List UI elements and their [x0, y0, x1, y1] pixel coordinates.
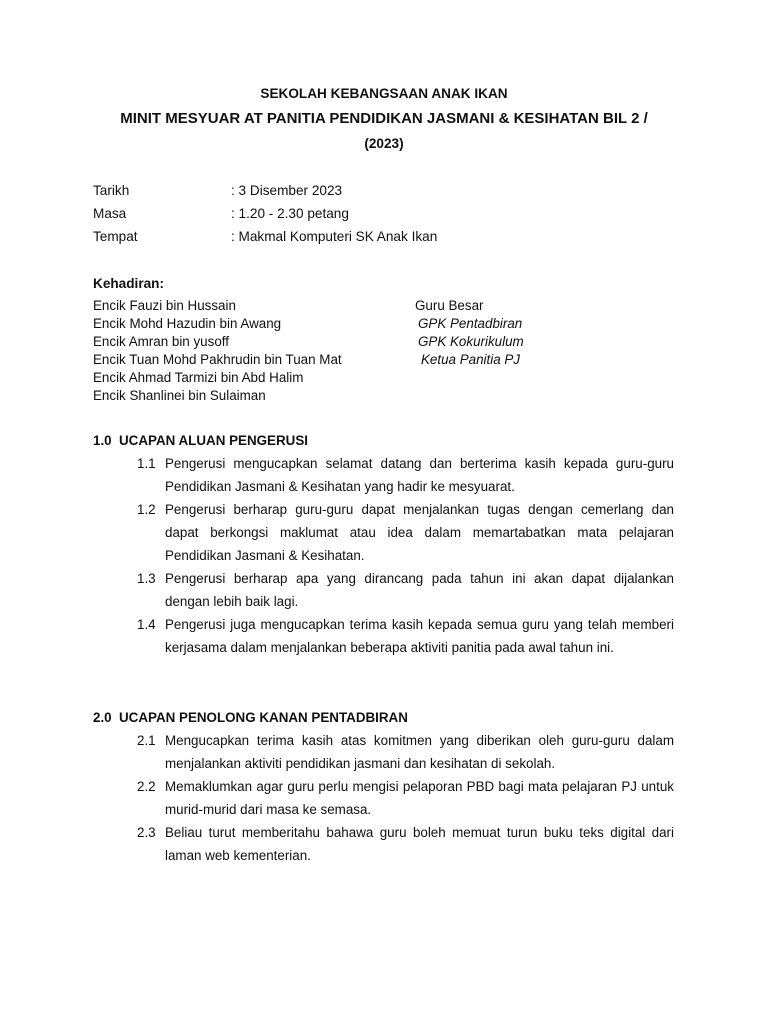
document-year: (2023) — [364, 136, 404, 151]
attendee-name: Encik Amran bin yusoff — [93, 334, 229, 349]
item-text: Pengerusi berharap apa yang dirancang pada tahun ini akan dapat dijalankan dengan lebih baik lagi. — [165, 571, 674, 610]
item-number: 2.1 — [137, 733, 156, 748]
item-text: Pengerusi juga mengucapkan terima kasih kepada semua guru yang telah memberi kerjasama dalam menjalankan beberapa aktiviti panitia pada awal tahun ini. — [165, 617, 674, 656]
section-title: UCAPAN ALUAN PENGERUSI — [119, 433, 308, 448]
info-label-venue: Tempat — [93, 229, 138, 244]
info-value-date: : 3 Disember 2023 — [231, 183, 343, 198]
info-value-venue: : Makmal Komputeri SK Anak Ikan — [231, 229, 438, 244]
minute-item — [137, 775, 674, 821]
attendee-role: Guru Besar — [415, 298, 484, 313]
item-text: Pengerusi mengucapkan selamat datang dan berterima kasih kepada guru-guru Pendidikan Jasmani & Kesihatan yang hadir ke mesyuarat. — [165, 456, 674, 495]
section-heading — [93, 710, 408, 725]
item-text: Beliau turut memberitahu bahawa guru boleh memuat turun buku teks digital dari laman web kementerian. — [165, 825, 674, 864]
attendee-name: Encik Ahmad Tarmizi bin Abd Halim — [93, 370, 304, 385]
attendee-role: GPK Kokurikulum — [418, 334, 524, 349]
info-label-time: Masa — [93, 206, 127, 221]
item-number: 1.3 — [137, 571, 156, 586]
minute-item — [137, 498, 674, 568]
item-number: 2.3 — [137, 825, 156, 840]
minute-item — [137, 567, 674, 613]
attendee-role: Ketua Panitia PJ — [421, 352, 521, 367]
school-name: SEKOLAH KEBANGSAAN ANAK IKAN — [260, 86, 508, 101]
item-number: 2.2 — [137, 779, 156, 794]
attendee-name: Encik Fauzi bin Hussain — [93, 298, 236, 313]
attendee-name: Encik Mohd Hazudin bin Awang — [93, 316, 282, 331]
info-label-date: Tarikh — [93, 183, 130, 198]
attendee-name: Encik Tuan Mohd Pakhrudin bin Tuan Mat — [93, 352, 342, 367]
section-number: 2.0 — [93, 710, 112, 725]
attendance-heading: Kehadiran: — [93, 276, 165, 291]
item-number: 1.2 — [137, 502, 156, 517]
minute-item — [137, 452, 674, 498]
item-text: Pengerusi berharap guru-guru dapat menjalankan tugas dengan cemerlang dan dapat berkongsi maklumat atau idea dalam memartabatkan mata pelajaran Pendidikan Jasmani & Kesihatan. — [165, 502, 674, 564]
section-heading — [93, 433, 308, 448]
item-number: 1.4 — [137, 617, 156, 632]
minute-item — [137, 613, 674, 659]
minute-item — [137, 821, 674, 867]
document-title: MINIT MESYUAR AT PANITIA PENDIDIKAN JASMANI & KESIHATAN BIL 2 / — [120, 110, 648, 127]
section-number: 1.0 — [93, 433, 112, 448]
item-text: Memaklumkan agar guru perlu mengisi pelaporan PBD bagi mata pelajaran PJ untuk murid-murid dari masa ke semasa. — [165, 779, 674, 818]
item-text: Mengucapkan terima kasih atas komitmen yang diberikan oleh guru-guru dalam menjalankan aktiviti pendidikan jasmani dan kesihatan di sekolah. — [165, 733, 674, 772]
minute-item — [137, 729, 674, 775]
section-title: UCAPAN PENOLONG KANAN PENTADBIRAN — [119, 710, 408, 725]
item-number: 1.1 — [137, 456, 156, 471]
info-value-time: : 1.20 - 2.30 petang — [231, 206, 349, 221]
attendee-name: Encik Shanlinei bin Sulaiman — [93, 388, 266, 403]
attendee-role: GPK Pentadbiran — [418, 316, 523, 331]
